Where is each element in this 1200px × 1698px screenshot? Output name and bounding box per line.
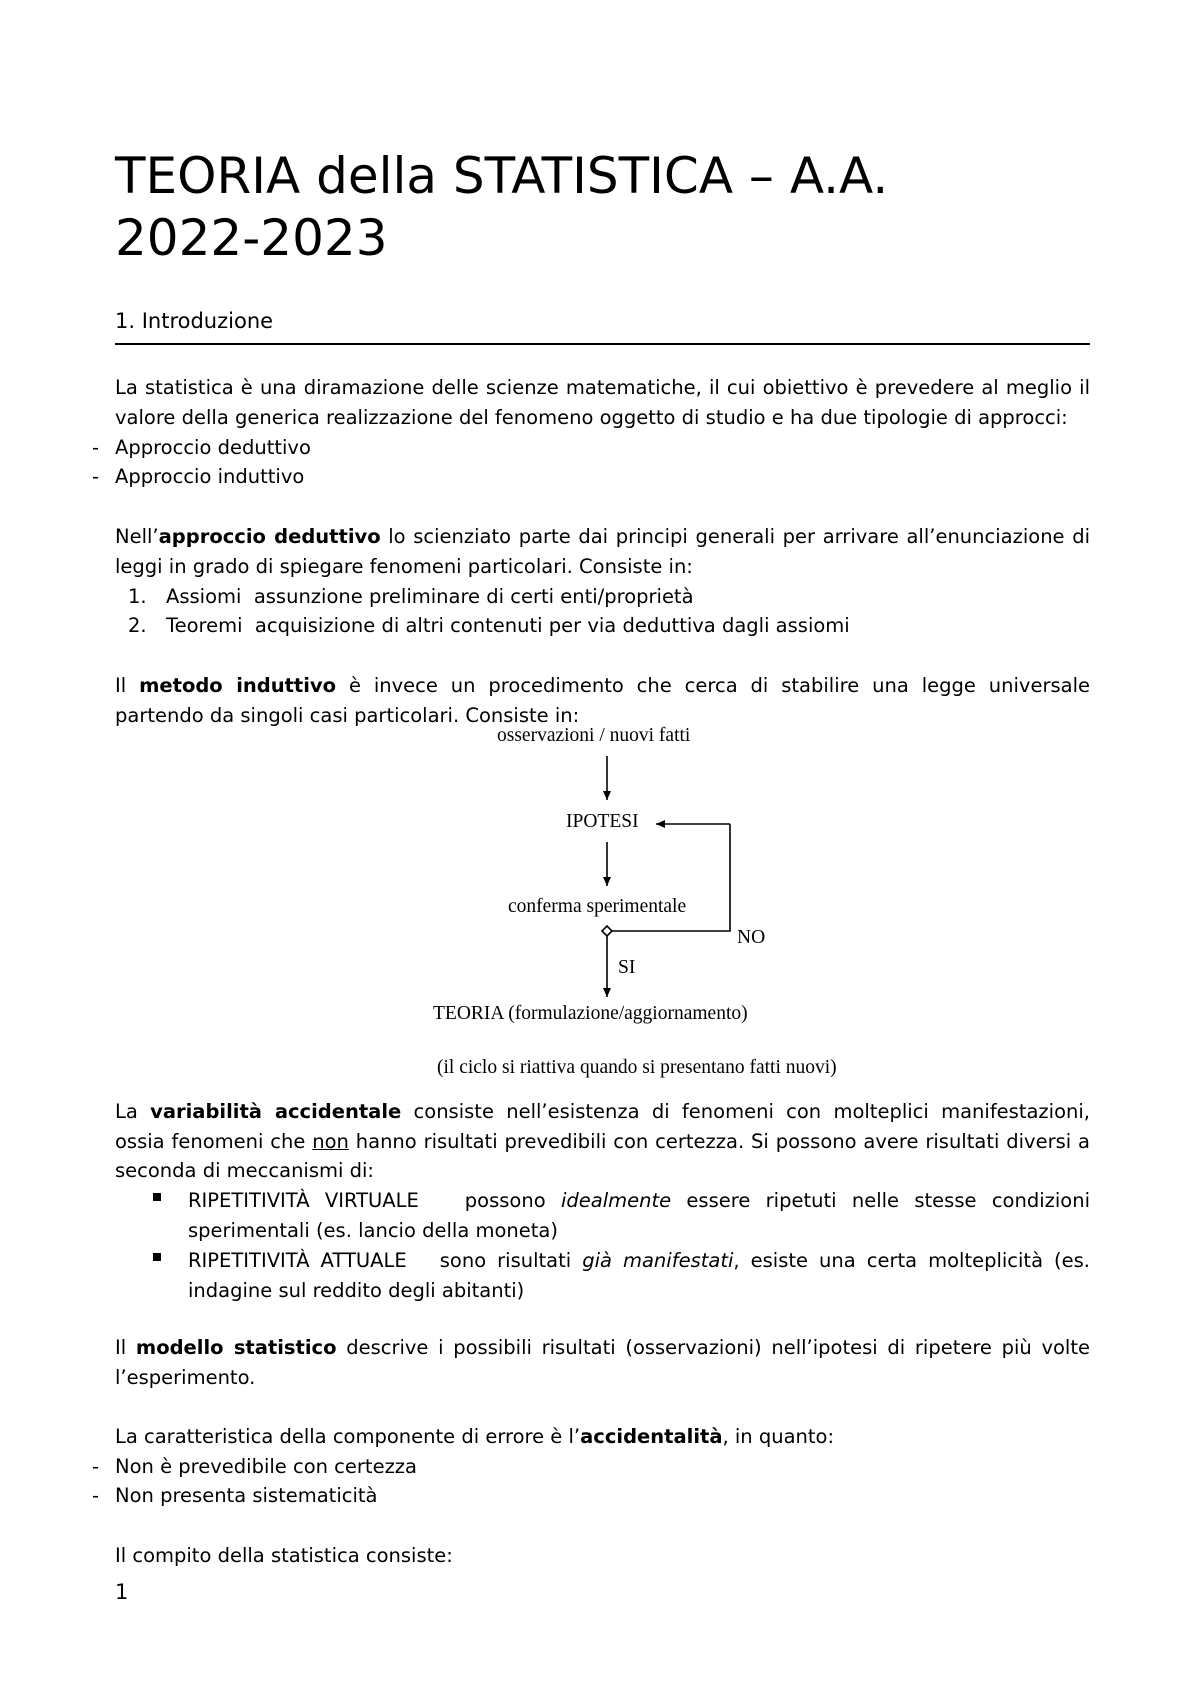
diagram-no-label: NO: [737, 927, 766, 948]
deductive-paragraph: Nell’approccio deduttivo lo scienziato parte dai principi generali per arrivare all’enunciazione di leggi in grado di spiegare fenomeni particolari. Consiste in:: [115, 525, 1090, 578]
list-item: RIPETITIVITÀ ATTUALE sono risultati già manifestati, esiste una certa molteplicità (es. indagine sul reddito degli abitanti): [188, 1249, 1091, 1302]
diagram-hypothesis-label: IPOTESI: [566, 811, 639, 832]
list-item: - Non presenta sistematicità: [92, 1484, 378, 1507]
feedback-loop-line: [612, 824, 730, 931]
page-number: 1: [115, 1580, 129, 1604]
bullet-square-icon: [153, 1193, 161, 1201]
list-item: - Approccio induttivo: [92, 465, 305, 488]
decision-diamond: [602, 926, 612, 936]
diagram-theory-label: TEORIA (formulazione/aggiornamento): [433, 1003, 748, 1024]
list-item: - Non è prevedibile con certezza: [92, 1455, 417, 1478]
variability-paragraph: La variabilità accidentale consiste nell’esistenza di fenomeni con molteplici manifestazioni, ossia fenomeni che non hanno risultati prevedibili con certezza. Si possono avere risultati diversi a seconda di meccanismi di:: [115, 1100, 1090, 1182]
diagram-confirmation-label: conferma sperimentale: [508, 896, 687, 917]
diagram-caption: (il ciclo si riattiva quando si presentano fatti nuovi): [437, 1057, 837, 1078]
list-item: 2. Teoremi acquisizione di altri contenuti per via deduttiva dagli assiomi: [128, 614, 850, 637]
list-item: - Approccio deduttivo: [92, 436, 311, 459]
list-item: RIPETITIVITÀ VIRTUALE possono idealmente essere ripetuti nelle stesse condizioni sperimentali (es. lancio della moneta): [188, 1189, 1090, 1242]
diagram-yes-label: SI: [618, 957, 636, 978]
error-paragraph: La caratteristica della componente di errore è l’accidentalità, in quanto:: [115, 1425, 835, 1448]
inductive-paragraph: Il metodo induttivo è invece un procedimento che cerca di stabilire una legge universale partendo da singoli casi particolari. Consiste in:: [115, 674, 1090, 727]
intro-paragraph: La statistica è una diramazione delle scienze matematiche, il cui obiettivo è prevedere al meglio il valore della generica realizzazione del fenomeno oggetto di studio e ha due tipologie di approcci:: [115, 376, 1090, 429]
bullet-square-icon: [153, 1253, 161, 1261]
diagram-observations-label: osservazioni / nuovi fatti: [497, 725, 691, 746]
model-paragraph: Il modello statistico descrive i possibili risultati (osservazioni) nell’ipotesi di ripetere più volte l’esperimento.: [115, 1336, 1090, 1389]
page-title: TEORIA della STATISTICA – A.A. 2022-2023: [115, 147, 889, 267]
section-heading: 1. Introduzione: [115, 307, 1090, 345]
task-paragraph: Il compito della statistica consiste:: [115, 1544, 453, 1567]
list-item: 1. Assiomi assunzione preliminare di certi enti/proprietà: [128, 585, 694, 608]
